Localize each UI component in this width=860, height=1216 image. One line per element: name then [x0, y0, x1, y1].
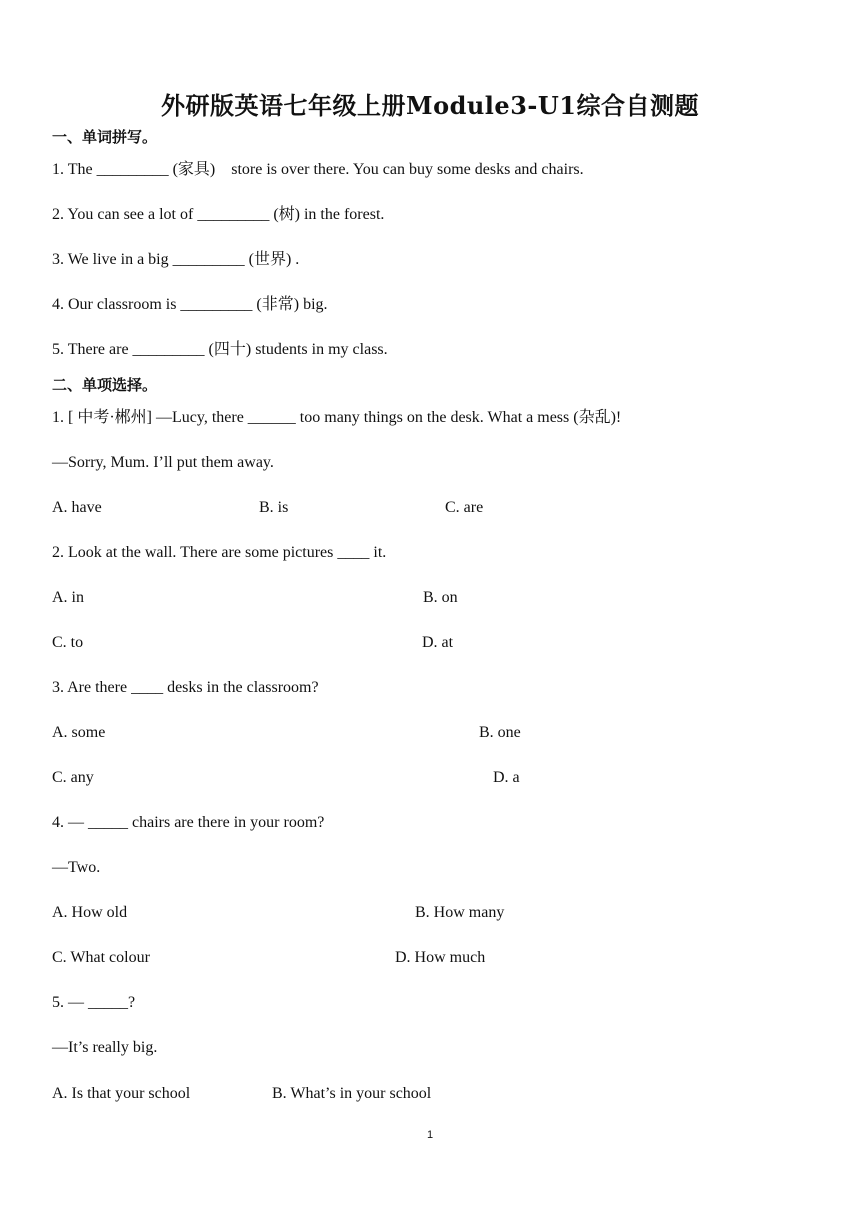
page-title: 外研版英语七年级上册Module3-U1综合自测题	[161, 91, 699, 120]
question-2-option-d: D. at	[422, 634, 454, 651]
question-3-option-b: B. one	[479, 724, 521, 741]
spelling-item-3: 3. We live in a big _________ (世界) .	[52, 251, 300, 268]
page-number: 1	[426, 1129, 434, 1141]
question-2-option-b: B. on	[423, 589, 458, 606]
question-4-option-d: D. How much	[395, 949, 486, 966]
question-5-stem: 5. — _____?	[52, 994, 136, 1011]
question-4-option-a: A. How old	[52, 904, 128, 921]
spelling-item-5: 5. There are _________ (四十) students in my class.	[52, 341, 388, 358]
question-1-option-c: C. are	[445, 499, 484, 516]
spelling-item-4: 4. Our classroom is _________ (非常) big.	[52, 296, 328, 313]
question-1-reply: —Sorry, Mum. I’ll put them away.	[52, 454, 274, 471]
question-5-reply: —It’s really big.	[52, 1039, 158, 1056]
question-2-option-a: A. in	[52, 589, 84, 606]
question-3-option-c: C. any	[52, 769, 94, 786]
question-3-option-a: A. some	[52, 724, 106, 741]
question-3-stem: 3. Are there ____ desks in the classroom?	[52, 679, 319, 696]
question-2-stem: 2. Look at the wall. There are some pictures ____ it.	[52, 544, 387, 561]
section-heading-choice: 二、单项选择。	[52, 376, 158, 394]
question-1-option-a: A. have	[52, 499, 102, 516]
question-2-option-c: C. to	[52, 634, 84, 651]
question-1-stem: 1. [ 中考·郴州] —Lucy, there ______ too many things on the desk. What a mess (杂乱)!	[52, 409, 622, 426]
question-4-option-c: C. What colour	[52, 949, 150, 966]
question-5-option-a: A. Is that your school	[52, 1085, 191, 1102]
question-4-option-b: B. How many	[415, 904, 505, 921]
section-heading-spelling: 一、单词拼写。	[52, 128, 158, 146]
question-1-option-b: B. is	[259, 499, 289, 516]
question-3-option-d: D. a	[493, 769, 520, 786]
question-4-reply: —Two.	[52, 859, 101, 876]
question-4-stem: 4. — _____ chairs are there in your room?	[52, 814, 325, 831]
spelling-item-1: 1. The _________ (家具) store is over there. You can buy some desks and chairs.	[52, 161, 584, 178]
question-5-option-b: B. What’s in your school	[272, 1085, 432, 1102]
spelling-item-2: 2. You can see a lot of _________ (树) in the forest.	[52, 206, 385, 223]
